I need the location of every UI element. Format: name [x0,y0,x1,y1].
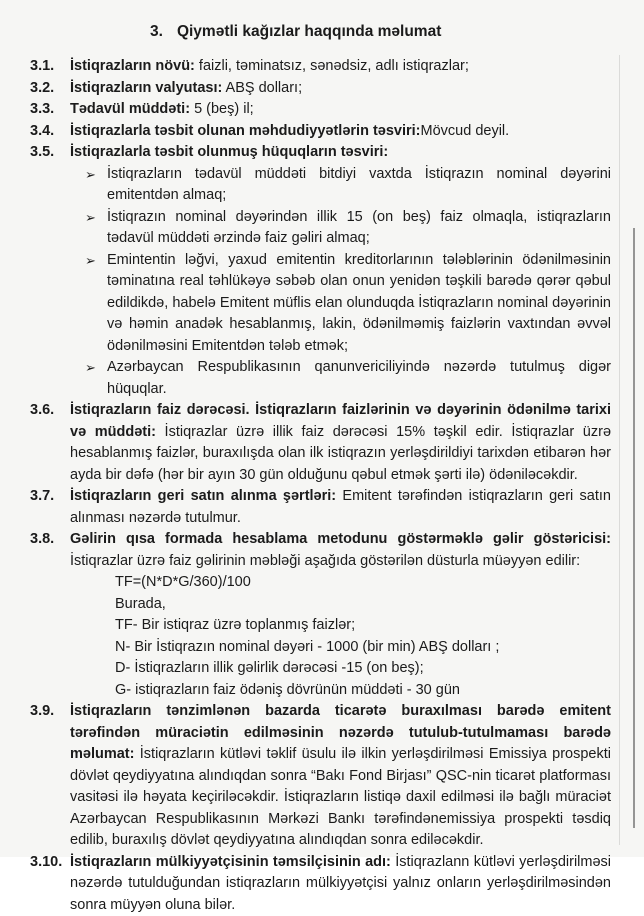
item-text: İstiqrazlar üzrə faiz gəlirinin məbləği aşağıda göstərilən düsturla müəyyən edilir: [70,553,580,569]
formula-line: G- istiqrazların faiz ödəniş dövrünün müddəti - 30 gün [115,680,611,702]
item-body [70,78,611,100]
item-label-bold: İstiqrazların mülkiyyətçisinin təmsilçisinin adı: [70,854,391,870]
item-number: 3.3. [30,99,70,121]
item-label-bold: İstiqrazlarla təsbit olunan məhdudiyyətlərin təsviri: [70,123,421,139]
title-text: Qiymətli kağızlar haqqında məlumat [177,23,441,40]
list-item [0,78,644,100]
item-text: İstiqrazların kütləvi təklif üsulu ilə ilkin yerləşdirilməsi Emissiya prospekti dövlət qeydiyyatına alındıqdan sonra “Bakı Fond Birjası” QSC-nin ticarət platforması vasitəsi ilə həyata keçiriləcəkdir. İstiqrazların listiqə daxil edilməsi ilə bağlı müraciət Azərbaycan Respublikasının Mərkəzi Bankı tərəfindənemissiya prospekti təsdiq edilib, buraxılış dövlət qeydiyyatına alındıqdan sonra ediləcəkdir. [70,746,611,848]
item-body [70,121,611,143]
page-title [0,0,644,56]
item-paragraph [70,121,611,143]
item-body [70,529,611,701]
item-number: 3.7. [30,486,70,529]
numbered-list [0,56,644,916]
item-paragraph [70,852,611,916]
item-text: faizli, təminatsız, sənədsiz, adlı istiqrazlar; [195,58,469,74]
arrowhead-bullet-icon: ➢ [70,250,107,358]
title-number: 3. [150,23,163,40]
arrowhead-bullet-icon: ➢ [70,164,107,207]
item-number: 3.2. [30,78,70,100]
item-paragraph [70,701,611,852]
list-item [0,142,644,400]
item-number: 3.9. [30,701,70,852]
list-item [0,400,644,486]
item-body [70,56,611,78]
bullet-item [70,164,611,207]
item-body [70,142,611,400]
item-number: 3.8. [30,529,70,701]
formula-line: N- Bir İstiqrazın nominal dəyəri - 1000 (bir min) ABŞ dolları ; [115,637,611,659]
item-text: Mövcud deyil. [421,123,510,139]
formula-line: D- İstiqrazların illik gəlirlik dərəcəsi -15 (on beş); [115,658,611,680]
item-body [70,99,611,121]
item-paragraph [70,142,611,164]
item-text: İstiqrazlann kütləvi yerləşdirilməsi nəzərdə tutulduğundan istiqrazların mülkiyyətçisi yalnız onların yerləşdirilməsindən sonra müyyən oluna bilər. [70,854,611,913]
item-paragraph [70,400,611,486]
list-item [0,56,644,78]
list-item [0,529,644,701]
item-number: 3.5. [30,142,70,400]
item-paragraph [70,56,611,78]
bullet-item [70,207,611,250]
bullet-text: İstiqrazın nominal dəyərindən illik 15 (on beş) faiz olmaqla, istiqrazların tədavül müddəti ərzində faiz gəliri almaq; [107,207,611,250]
bullet-text: İstiqrazların tədavül müddəti bitdiyi vaxtda İstiqrazın nominal dəyərini emitentdən almaq; [107,164,611,207]
item-number: 3.1. [30,56,70,78]
scan-artifact-line [619,55,620,845]
item-body [70,701,611,852]
item-label-bold: İstiqrazlarla təsbit olunmuş hüquqların təsviri: [70,144,388,160]
item-label-bold: İstiqrazların növü: [70,58,195,74]
item-number: 3.10. [30,852,70,916]
formula-line: TF- Bir istiqraz üzrə toplanmış faizlər; [115,615,611,637]
item-text: ABŞ dolları; [222,80,302,96]
item-text: 5 (beş) il; [190,101,254,117]
item-label-bold: Tədavül müddəti: [70,101,190,117]
item-number: 3.6. [30,400,70,486]
item-label-bold: Gəlirin qısa formada hesablama metodunu göstərməklə gəlir göstəricisi: [70,531,611,547]
item-paragraph [70,99,611,121]
item-number: 3.4. [30,121,70,143]
list-item [0,486,644,529]
item-body [70,852,611,916]
bullet-item [70,357,611,400]
item-paragraph [70,486,611,529]
bullet-text: Emintentin ləğvi, yaxud emitentin kreditorlarının tələblərinin ödənilməsinin təminatına real təhlükəyə səbəb olan onun yenidən təşkili barədə qərər qəbul edildikdə, habelə Emitent müflis elan olunduqda İstiqrazların nominal dəyərinin və həmin anadək hesablanmış, lakin, ödənilməmiş faizlərin vaxtından əvvəl ödənilməsini Emitentdən tələb etmək; [107,250,611,358]
scan-artifact-line-dark [633,228,635,828]
list-item [0,121,644,143]
list-item [0,99,644,121]
item-text: Emitent tərəfindən istiqrazların geri satın alınması nəzərdə tutulmur. [70,488,611,526]
bullet-text: Azərbaycan Respublikasının qanunvericiliyində nəzərdə tutulmuş digər hüquqlar. [107,357,611,400]
item-label-bold: İstiqrazların geri satın alınma şərtləri: [70,488,336,504]
formula-line: TF=(N*D*G/360)/100 [115,572,611,594]
list-item [0,701,644,852]
item-label-bold: İstiqrazların valyutası: [70,80,222,96]
arrowhead-bullet-icon: ➢ [70,207,107,250]
item-body [70,486,611,529]
item-label-bold: İstiqrazların tənzimlənən bazarda ticarətə buraxılması barədə emitent tərəfindən müraciətin edilməsinin nəzərdə tutulub-tutulmaması barədə məlumat: [70,703,611,762]
arrowhead-bullet-icon: ➢ [70,357,107,400]
item-label-bold: İstiqrazların faiz dərəcəsi. İstiqrazların faizlərinin və dəyərinin ödənilmə tarixi və müddəti: [70,402,611,440]
item-body [70,400,611,486]
item-paragraph [70,529,611,572]
item-paragraph [70,78,611,100]
list-item [0,852,644,916]
item-text: İstiqrazlar üzrə illik faiz dərəcəsi 15% təşkil edir. İstiqrazlar üzrə hesablanmış faizlər, buraxılışda olan ilk istiqrazın yerləşdirildiyi tarixdən etibarən hər ayda bir dəfə (hər bir ayın 30 gün olduğunu qəbul etmək şərti ilə) ödəniləcəkdir. [70,424,611,483]
bullet-item [70,250,611,358]
formula-line: Burada, [115,594,611,616]
